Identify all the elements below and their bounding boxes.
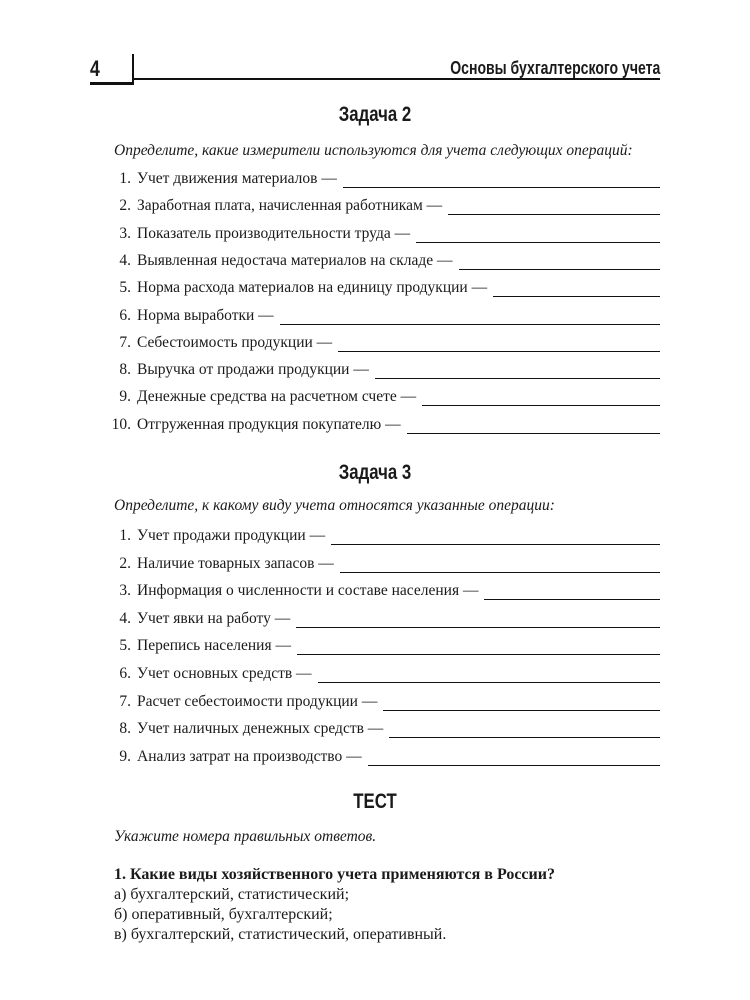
test-answer-a: а) бухгалтерский, статистический; xyxy=(114,886,350,903)
task3-title: Задача 3 xyxy=(338,461,412,484)
answer-blank-line[interactable] xyxy=(340,558,660,573)
item-label: Наличие товарных запасов — xyxy=(137,554,334,572)
item-number: 2. xyxy=(119,197,131,215)
test-answer-b: б) оперативный, бухгалтерский; xyxy=(114,906,333,923)
answer-blank-line[interactable] xyxy=(318,668,660,683)
item-number: 9. xyxy=(119,388,131,406)
task3-item xyxy=(105,663,660,683)
answer-blank-line[interactable] xyxy=(368,751,660,766)
item-label: Отгруженная продукция покупателю — xyxy=(137,415,401,433)
item-number: 8. xyxy=(119,720,131,738)
item-number: 9. xyxy=(119,747,131,765)
item-number: 4. xyxy=(119,609,131,627)
answer-blank-line[interactable] xyxy=(338,337,660,352)
item-label: Перепись населения — xyxy=(137,637,291,655)
item-number: 3. xyxy=(119,224,131,242)
answer-blank-line[interactable] xyxy=(493,282,660,297)
item-label: Учет явки на работу — xyxy=(137,609,291,627)
answer-blank-line[interactable] xyxy=(280,310,660,325)
item-number: 1. xyxy=(119,527,131,544)
task2-item xyxy=(105,277,660,297)
item-number: 7. xyxy=(119,333,131,351)
item-label: Учет наличных денежных средств — xyxy=(137,720,384,738)
task2-item xyxy=(105,386,660,406)
item-number: 5. xyxy=(119,637,131,655)
item-number: 3. xyxy=(119,582,131,600)
task3-item xyxy=(105,608,660,628)
page-number: 4 xyxy=(90,56,100,81)
answer-blank-line[interactable] xyxy=(383,696,660,711)
task2-item xyxy=(105,223,660,243)
answer-blank-line[interactable] xyxy=(343,173,660,188)
task2-item xyxy=(105,195,660,215)
item-label: Норма расхода материалов на единицу продукции — xyxy=(137,279,488,297)
answer-blank-line[interactable] xyxy=(416,228,660,243)
item-number: 10. xyxy=(111,415,131,433)
task3-item xyxy=(105,691,660,711)
answer-blank-line[interactable] xyxy=(459,255,660,270)
item-number: 6. xyxy=(119,306,131,324)
answer-blank-line[interactable] xyxy=(296,613,660,628)
answer-blank-line[interactable] xyxy=(448,200,660,215)
task2-item xyxy=(105,305,660,325)
item-number: 5. xyxy=(119,279,131,297)
test-question: 1. Какие виды хозяйственного учета применяются в России? xyxy=(114,866,555,883)
item-number: 8. xyxy=(119,361,131,379)
item-label: Норма выработки — xyxy=(137,306,274,324)
header-divider xyxy=(132,54,134,85)
task3-item xyxy=(105,635,660,655)
item-label: Учет основных средств — xyxy=(137,665,312,682)
running-title: Основы бухгалтерского учета xyxy=(449,58,660,78)
item-number: 7. xyxy=(119,692,131,710)
item-label: Заработная плата, начисленная работникам — xyxy=(137,197,443,215)
item-label: Учет продажи продукции — xyxy=(137,527,326,544)
item-number: 4. xyxy=(119,251,131,269)
task3-item xyxy=(105,746,660,766)
item-label: Расчет себестоимости продукции — xyxy=(137,692,378,710)
item-label: Информация о численности и составе населения — xyxy=(137,582,479,600)
task2-item xyxy=(105,168,660,188)
test-intro: Укажите номера правильных ответов. xyxy=(114,828,377,845)
item-number: 6. xyxy=(119,665,131,682)
task2-intro: Определите, какие измерители используются для учета следующих операций: xyxy=(114,142,633,159)
test-title: ТЕСТ xyxy=(353,790,397,813)
task2-item xyxy=(105,359,660,379)
item-number: 2. xyxy=(119,554,131,572)
item-label: Показатель производительности труда — xyxy=(137,224,411,242)
task3-intro: Определите, к какому виду учета относятся указанные операции: xyxy=(114,497,555,514)
item-label: Себестоимость продукции — xyxy=(137,333,333,351)
answer-blank-line[interactable] xyxy=(407,419,660,434)
task3-item xyxy=(105,718,660,738)
task2-item xyxy=(105,414,660,434)
test-answer-c: в) бухгалтерский, статистический, оперативный. xyxy=(114,926,447,943)
answer-blank-line[interactable] xyxy=(375,364,660,379)
item-label: Выявленная недостача материалов на складе — xyxy=(137,251,453,269)
task3-item xyxy=(105,553,660,573)
item-label: Денежные средства на расчетном счете — xyxy=(137,388,417,406)
item-number: 1. xyxy=(119,170,131,187)
task2-item xyxy=(105,250,660,270)
task3-item xyxy=(105,580,660,600)
answer-blank-line[interactable] xyxy=(331,530,660,545)
task2-title: Задача 2 xyxy=(338,103,412,126)
answer-blank-line[interactable] xyxy=(297,640,660,655)
item-label: Учет движения материалов — xyxy=(137,170,337,187)
item-label: Анализ затрат на производство — xyxy=(137,747,362,765)
answer-blank-line[interactable] xyxy=(389,723,660,738)
task3-item xyxy=(105,525,660,545)
task2-item xyxy=(105,332,660,352)
answer-blank-line[interactable] xyxy=(422,391,660,406)
answer-blank-line[interactable] xyxy=(484,585,660,600)
page-number-underline xyxy=(90,82,134,85)
item-label: Выручка от продажи продукции — xyxy=(137,361,369,379)
